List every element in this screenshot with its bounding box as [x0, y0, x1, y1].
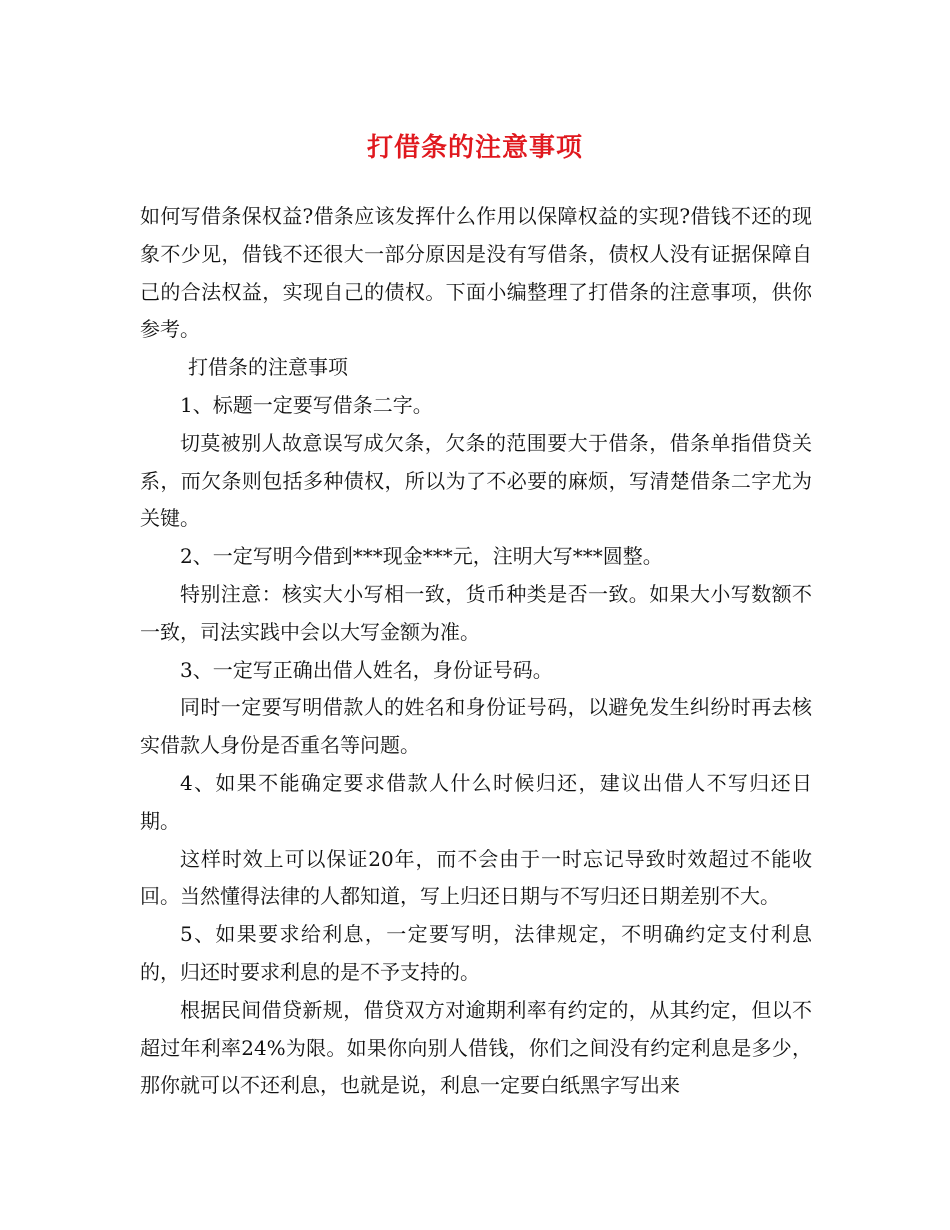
document-title: 打借条的注意事项 — [366, 133, 583, 163]
point-5-heading: 5、如果要求给利息，一定要写明，法律规定，不明确约定支付利息的，归还时要求利息的是不予支持的。 — [140, 922, 812, 984]
point-5-body: 根据民间借贷新规，借贷双方对逾期利率有约定的，从其约定，但以不超过年利率24%为限。如果你向别人借钱，你们之间没有约定利息是多少，那你就可以不还利息，也就是说，利息一定要白纸黑字写出来 — [140, 997, 812, 1098]
point-4-heading: 4、如果不能确定要求借款人什么时候归还，建议出借人不写归还日期。 — [140, 770, 812, 833]
point-4-body: 这样时效上可以保证20年，而不会由于一时忘记导致时效超过不能收回。当然懂得法律的人都知道，写上归还日期与不写归还日期差别不大。 — [140, 846, 812, 909]
point-3-heading: 3、一定写正确出借人姓名，身份证号码。 — [180, 657, 553, 682]
point-1-heading: 1、标题一定要写借条二字。 — [180, 392, 433, 417]
document-body — [140, 198, 812, 1105]
point-3-body: 同时一定要写明借款人的姓名和身份证号码，以避免发生纠纷时再去核实借款人身份是否重名等问题。 — [140, 695, 812, 758]
point-1-body: 切莫被别人故意误写成欠条，欠条的范围要大于借条，借条单指借贷关系，而欠条则包括多种债权，所以为了不必要的麻烦，写清楚借条二字尤为关键。 — [140, 430, 812, 531]
point-2-body: 特别注意：核实大小写相一致，货币种类是否一致。如果大小写数额不一致，司法实践中会以大写金额为准。 — [140, 581, 812, 644]
point-2-heading: 2、一定写明今借到***现金***元，注明大写***圆整。 — [180, 544, 663, 569]
intro-paragraph: 如何写借条保权益?借条应该发挥什么作用以保障权益的实现?借钱不还的现象不少见，借钱不还很大一部分原因是没有写借条，债权人没有证据保障自己的合法权益，实现自己的债权。下面小编整理了打借条的注意事项，供你参考。 — [140, 204, 812, 342]
section-heading: 打借条的注意事项 — [188, 355, 348, 380]
